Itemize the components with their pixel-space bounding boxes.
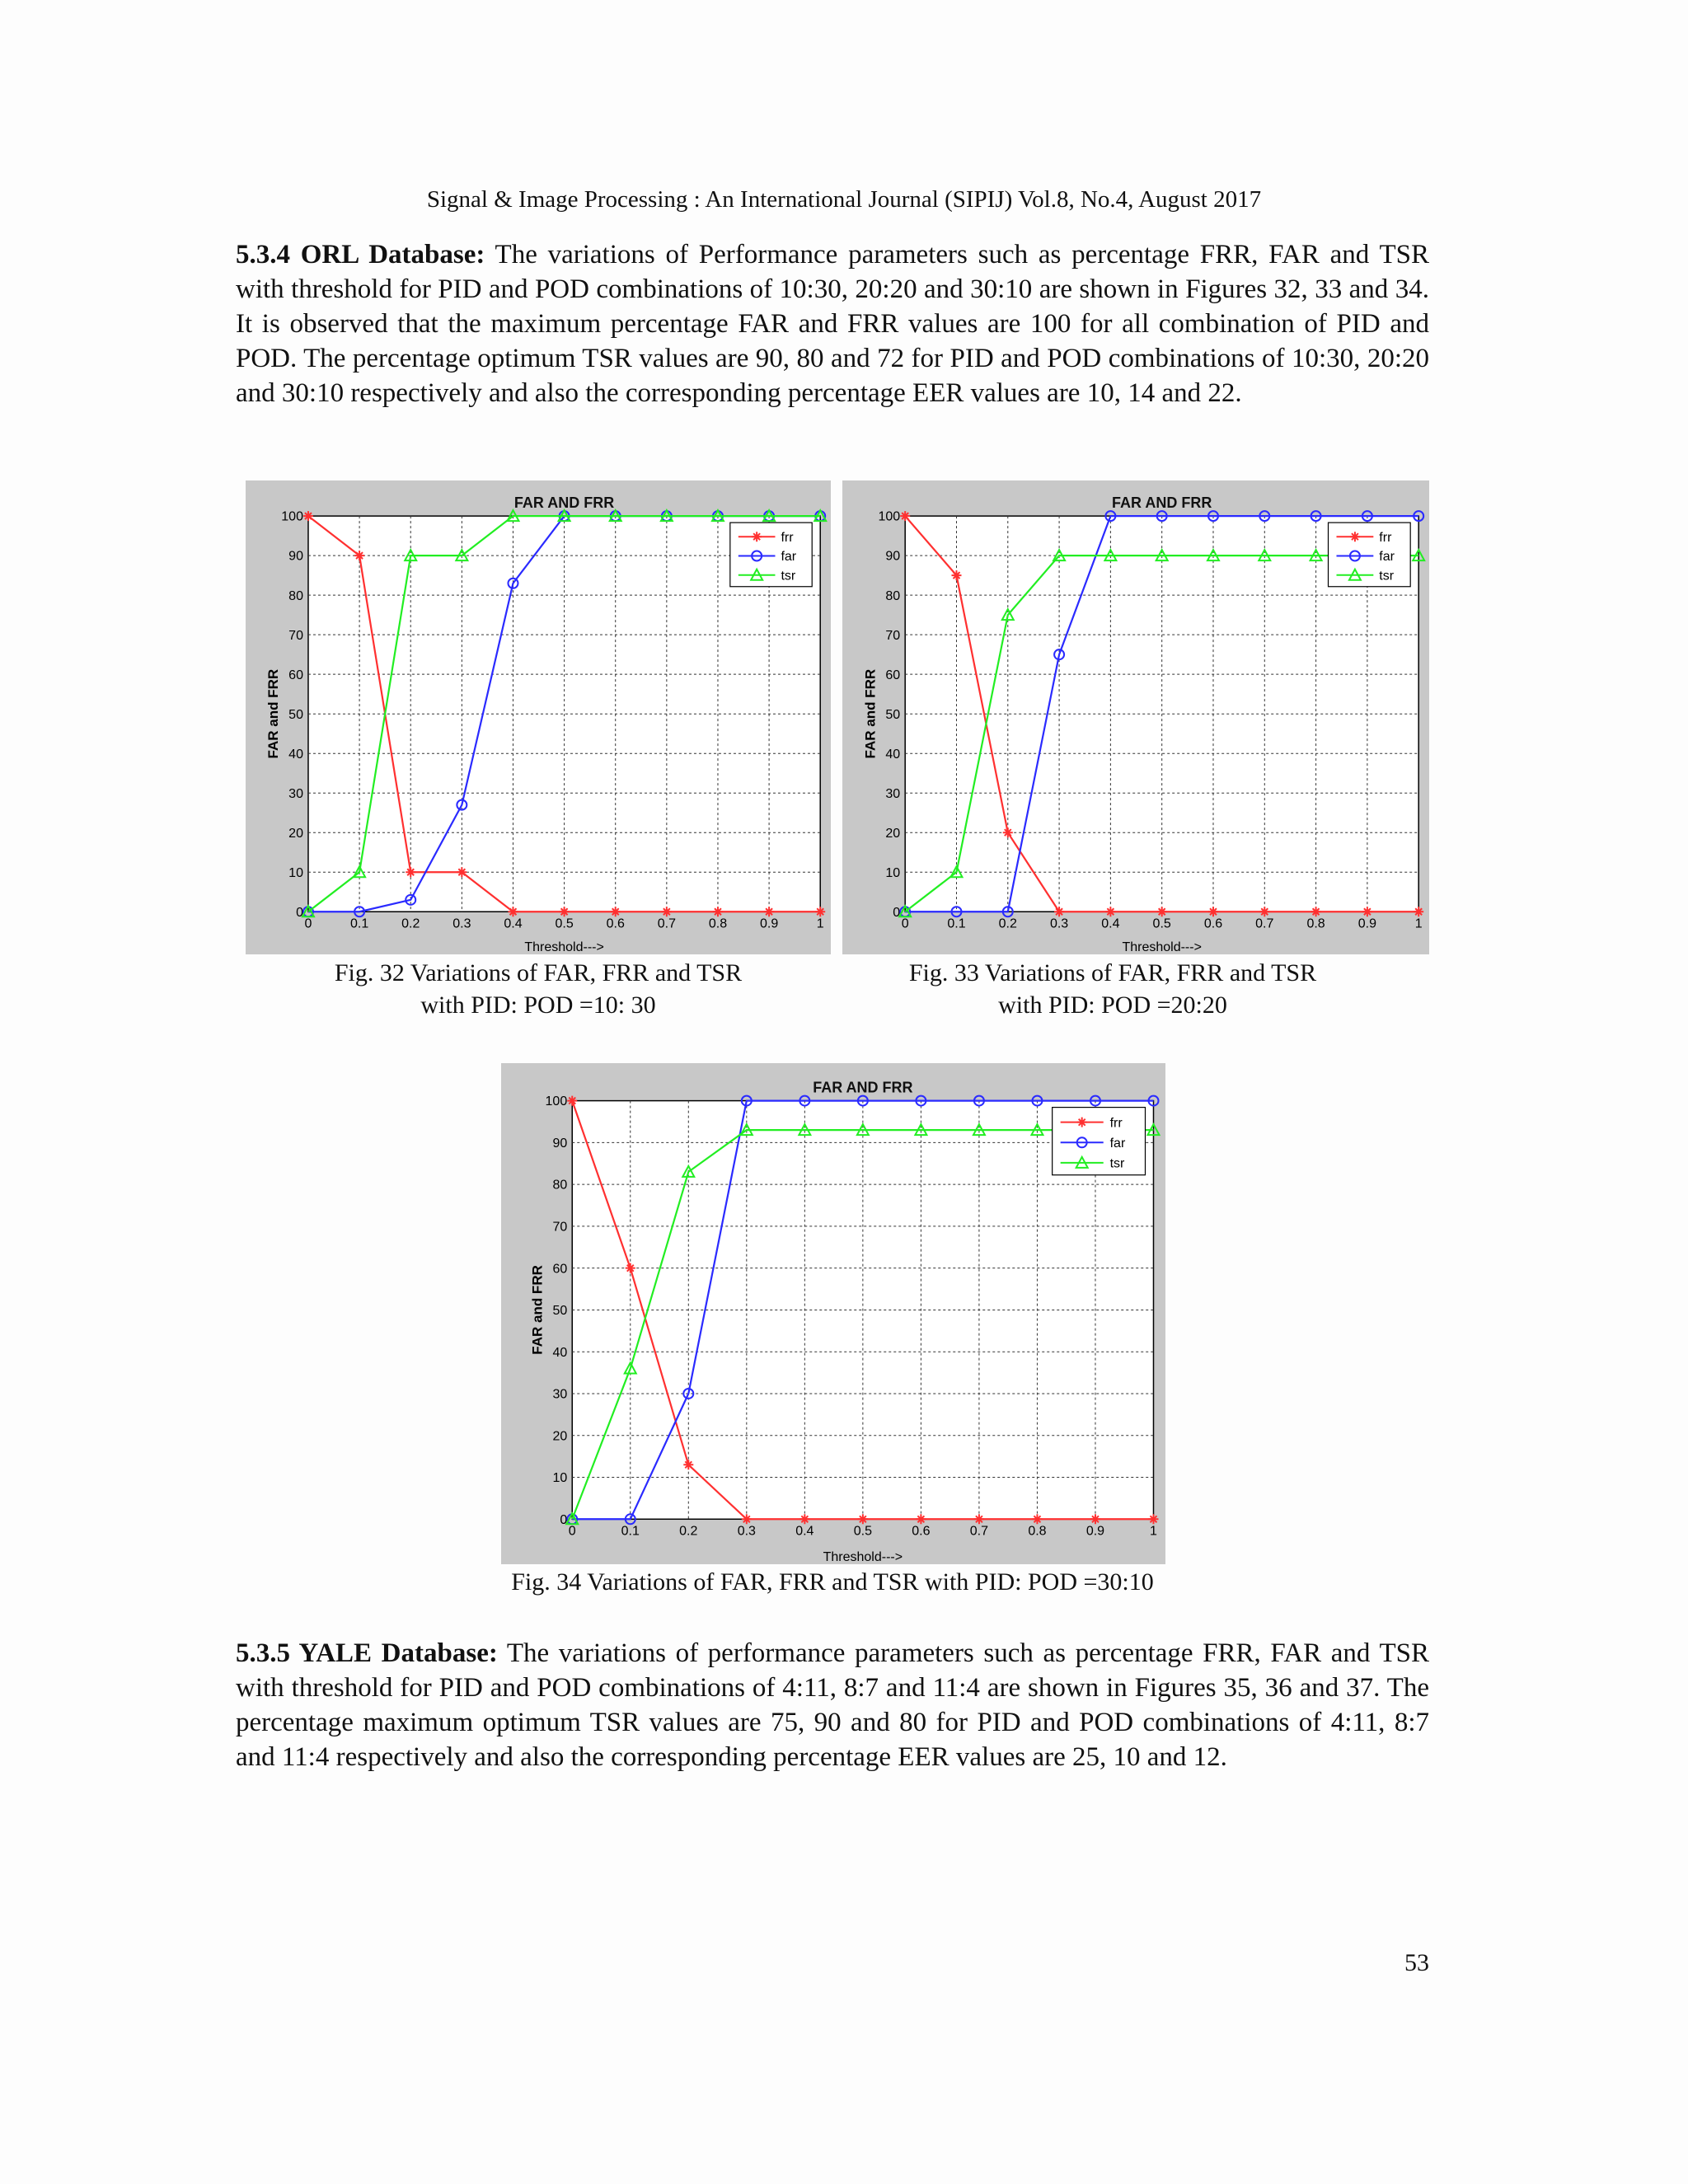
- figure-33-chart: [842, 480, 1429, 954]
- y-tick-label: 80: [885, 588, 901, 603]
- x-tick-label: 0.7: [969, 1524, 989, 1539]
- figure-34-chart: [501, 1063, 1165, 1564]
- y-tick-label: 90: [288, 549, 303, 564]
- y-tick-label: 30: [885, 786, 901, 801]
- y-tick-label: 10: [885, 865, 901, 880]
- legend-frr-label: frr: [1109, 1116, 1123, 1131]
- chart-svg: [246, 480, 831, 954]
- x-tick-labels: [305, 916, 824, 930]
- x-tick-labels: [569, 1524, 1157, 1538]
- figure-32-caption-line2: with PID: POD =10: 30: [420, 991, 656, 1019]
- x-tick-label: 0.8: [708, 916, 728, 931]
- y-tick-label: 60: [552, 1262, 568, 1277]
- legend-frr-label: frr: [1379, 530, 1392, 545]
- y-tick-labels: [281, 510, 303, 920]
- legend-far-label: far: [1379, 550, 1395, 565]
- x-tick-label: 0.4: [504, 916, 523, 931]
- x-tick-labels: [902, 916, 1423, 930]
- x-tick-label: 0.6: [912, 1524, 931, 1539]
- running-header: Signal & Image Processing : An International Journal (SIPIJ) Vol.8, No.4, August 2017: [426, 186, 1262, 213]
- x-tick-label: 0.9: [1085, 1524, 1105, 1539]
- x-tick-label: 0.3: [1049, 916, 1069, 931]
- figure-33-caption: [824, 957, 1401, 1021]
- x-tick-label: 0.9: [759, 916, 779, 931]
- legend: [1329, 523, 1411, 587]
- y-tick-label: 40: [885, 747, 901, 762]
- x-tick-label: 0.9: [1357, 916, 1377, 931]
- y-tick-label: 10: [288, 865, 303, 880]
- section-534-body: The variations of Performance parameters such as percentage FRR, FAR and TSR with threshold for PID and POD combinations of 10:30, 20:20 and 30:10 are shown in Figures 32, 33 and 34. It is observed that the maximum percentage FAR and FRR values are 100 for all combination of PID and POD. The percentage optimum TSR values are 90, 80 and 72 for PID and POD combinations of 10:30, 20:20 and 30:10 respectively and also the corresponding percentage EER values are 10, 14 and 22.: [236, 240, 1430, 408]
- y-axis-label: FAR and FRR: [862, 668, 879, 759]
- page-number: 53: [1404, 1949, 1429, 1976]
- legend-box: [730, 523, 812, 587]
- legend-far-label: far: [781, 550, 797, 565]
- y-tick-label: 80: [552, 1178, 568, 1193]
- x-tick-label: 0.3: [737, 1524, 756, 1539]
- x-tick-label: 0.5: [853, 1524, 872, 1539]
- x-tick-label: 0.8: [1028, 1524, 1047, 1539]
- figure-32-caption: [246, 957, 831, 1021]
- y-tick-label: 10: [552, 1471, 568, 1486]
- chart-svg: [501, 1063, 1165, 1564]
- x-tick-label: 0.2: [679, 1524, 698, 1539]
- x-tick-label: 0.1: [349, 916, 369, 931]
- legend-box: [1053, 1108, 1146, 1175]
- x-tick-label: 0.5: [1152, 916, 1171, 931]
- legend-frr-label: frr: [781, 530, 794, 545]
- y-axis-label: FAR and FRR: [265, 668, 282, 759]
- y-tick-label: 20: [885, 826, 901, 841]
- figure-33-caption-line2: with PID: POD =20:20: [998, 991, 1227, 1019]
- x-axis-label: Threshold--->: [524, 940, 604, 954]
- y-tick-label: 40: [288, 747, 303, 762]
- x-axis-label: Threshold--->: [1122, 940, 1202, 954]
- section-534-paragraph: [236, 237, 1429, 410]
- chart-title: FAR AND FRR: [1112, 494, 1212, 512]
- y-tick-label: 100: [878, 509, 901, 524]
- section-535-heading: 5.3.5 YALE Database:: [236, 1638, 498, 1668]
- x-tick-label: 0: [901, 916, 909, 931]
- x-tick-label: 0.6: [1203, 916, 1223, 931]
- x-tick-label: 0.7: [1255, 916, 1274, 931]
- y-tick-labels: [878, 510, 900, 920]
- y-tick-label: 30: [552, 1387, 568, 1402]
- section-535-body: The variations of performance parameters such as percentage FRR, FAR and TSR with threshold for PID and POD combinations of 4:11, 8:7 and 11:4 are shown in Figures 35, 36 and 37. The percentage maximum optimum TSR values are 75, 90 and 80 for PID and POD combinations of 4:11, 8:7 and 11:4 respectively and also the corresponding percentage EER values are 25, 10 and 12.: [236, 1638, 1429, 1772]
- figure-34-caption: [330, 1566, 1335, 1598]
- y-tick-label: 50: [885, 707, 901, 722]
- legend-tsr-label: tsr: [1109, 1156, 1125, 1171]
- y-tick-label: 90: [552, 1136, 568, 1151]
- y-tick-label: 60: [885, 668, 901, 682]
- y-tick-labels: [546, 1094, 568, 1527]
- y-tick-label: 100: [545, 1094, 568, 1109]
- chart-title: FAR AND FRR: [813, 1079, 913, 1096]
- y-axis-label: FAR and FRR: [529, 1265, 546, 1355]
- y-tick-label: 60: [288, 668, 303, 682]
- x-tick-label: 0.7: [657, 916, 676, 931]
- legend-box: [1329, 523, 1411, 587]
- x-tick-label: 1: [816, 916, 824, 931]
- y-tick-label: 50: [552, 1304, 568, 1319]
- y-tick-label: 0: [893, 905, 901, 920]
- legend-tsr-label: tsr: [781, 569, 796, 583]
- legend-far-label: far: [1109, 1136, 1126, 1151]
- section-534-heading: 5.3.4 ORL Database:: [236, 240, 485, 269]
- y-tick-label: 30: [288, 786, 303, 801]
- x-tick-label: 0.4: [795, 1524, 814, 1539]
- figure-32-caption-line1: Fig. 32 Variations of FAR, FRR and TSR: [334, 959, 743, 987]
- x-axis-label: Threshold--->: [823, 1550, 903, 1564]
- x-tick-label: 0.8: [1306, 916, 1325, 931]
- legend: [730, 523, 812, 587]
- y-tick-label: 0: [296, 905, 303, 920]
- y-tick-label: 70: [885, 628, 901, 643]
- legend-tsr-label: tsr: [1379, 569, 1395, 583]
- chart-svg: [842, 480, 1429, 954]
- x-tick-label: 0.1: [947, 916, 966, 931]
- y-tick-label: 0: [560, 1512, 568, 1527]
- legend: [1053, 1108, 1146, 1175]
- y-tick-label: 90: [885, 549, 901, 564]
- x-tick-label: 0.5: [555, 916, 574, 931]
- x-tick-label: 0.2: [998, 916, 1017, 931]
- y-tick-label: 40: [552, 1345, 568, 1360]
- x-tick-label: 0.2: [401, 916, 420, 931]
- section-535-paragraph: [236, 1636, 1429, 1774]
- figure-32-chart: [246, 480, 831, 954]
- y-tick-label: 100: [281, 509, 303, 524]
- chart-title: FAR AND FRR: [513, 494, 615, 512]
- x-tick-label: 0.4: [1101, 916, 1120, 931]
- y-tick-label: 20: [288, 826, 303, 841]
- x-tick-label: 0: [568, 1524, 576, 1539]
- x-tick-label: 0.6: [606, 916, 625, 931]
- x-tick-label: 0.3: [452, 916, 471, 931]
- x-tick-label: 1: [1150, 1524, 1157, 1539]
- figure-34-caption-line: Fig. 34 Variations of FAR, FRR and TSR with PID: POD =30:10: [511, 1568, 1154, 1596]
- x-tick-label: 0: [304, 916, 312, 931]
- y-tick-label: 70: [552, 1220, 568, 1235]
- y-tick-label: 50: [288, 707, 303, 722]
- y-tick-label: 20: [552, 1429, 568, 1444]
- x-tick-label: 0.1: [621, 1524, 640, 1539]
- figure-33-caption-line1: Fig. 33 Variations of FAR, FRR and TSR: [908, 959, 1317, 987]
- y-tick-label: 80: [288, 588, 303, 603]
- y-tick-label: 70: [288, 628, 303, 643]
- x-tick-label: 1: [1414, 916, 1423, 931]
